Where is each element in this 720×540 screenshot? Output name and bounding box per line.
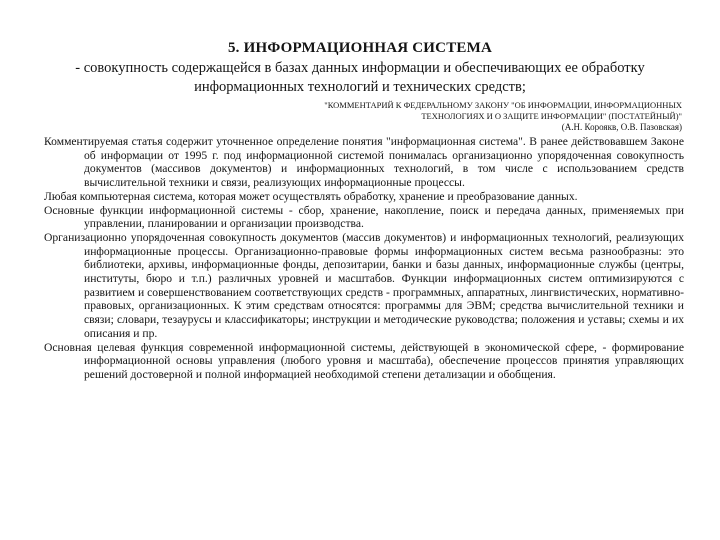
- reference-authors: (А.Н. Короякв, О.В. Пазовская): [561, 122, 682, 132]
- page-title: 5. ИНФОРМАЦИОННАЯ СИСТЕМА: [227, 40, 493, 56]
- paragraph: Организационно упорядоченная совокупность документов (массив документов) и информационных технологий, реализующих информационные процессы. Организационно-правовые формы информационных систем весьма разнообразны: это библиотеки, архивы, информационные фонды, депозитарии, банки и базы данных, информационные службы (центры, институты, бюро и т.п.) различных уровней и масштабов. Функции информационных систем оптимизируются с развитием и совершенствованием соответствующих средств - программных, аппаратных, лингвистических, нормативно-правовых, организационных. К этим средствам относятся: программы для ЭВМ; средства вычислительной техники и связи; словари, тезаурусы и классификаторы; инструкции и методические руководства; положения и уставы; схемы и их описания и пр.: [44, 230, 684, 340]
- paragraph: Основные функции информационной системы - сбор, хранение, накопление, поиск и передача данных, применяемых при управлении, планировании и организации производства.: [44, 203, 684, 231]
- document-body: [44, 135, 684, 382]
- paragraph: Любая компьютерная система, которая может осуществлять обработку, хранение и преобразование данных.: [44, 189, 578, 203]
- definition-subtitle: - совокупность содержащейся в базах данных информации и обеспечивающих ее обработку информационных технологий и технических средств;: [75, 60, 645, 95]
- paragraph: Комментируемая статья содержит уточненное определение понятия "информационная система". В ранее действовавшем Законе об информации от 1995 г. под информационной системой понималась организационно упорядоченная совокупность документов (массивов документов) и информационных технологий, в том числе с использованием средств вычислительной техники и связи, реализующих информационные процессы.: [44, 135, 684, 190]
- reference-source: "КОММЕНТАРИЙ К ФЕДЕРАЛЬНОМУ ЗАКОНУ "ОБ ИНФОРМАЦИИ, ИНФОРМАЦИОННЫХ ТЕХНОЛОГИЯХ И О ЗАЩИТЕ ИНФОРМАЦИИ" (ПОСТАТЕЙНЫЙ)": [324, 100, 682, 121]
- paragraph: Основная целевая функция современной информационной системы, действующей в экономической сфере, - формирование информационной основы управления (любого уровня и масштаба), обеспечение процессов принятия управляющих решений достоверной и полной информацией необходимой степени детализации и обобщения.: [44, 340, 684, 381]
